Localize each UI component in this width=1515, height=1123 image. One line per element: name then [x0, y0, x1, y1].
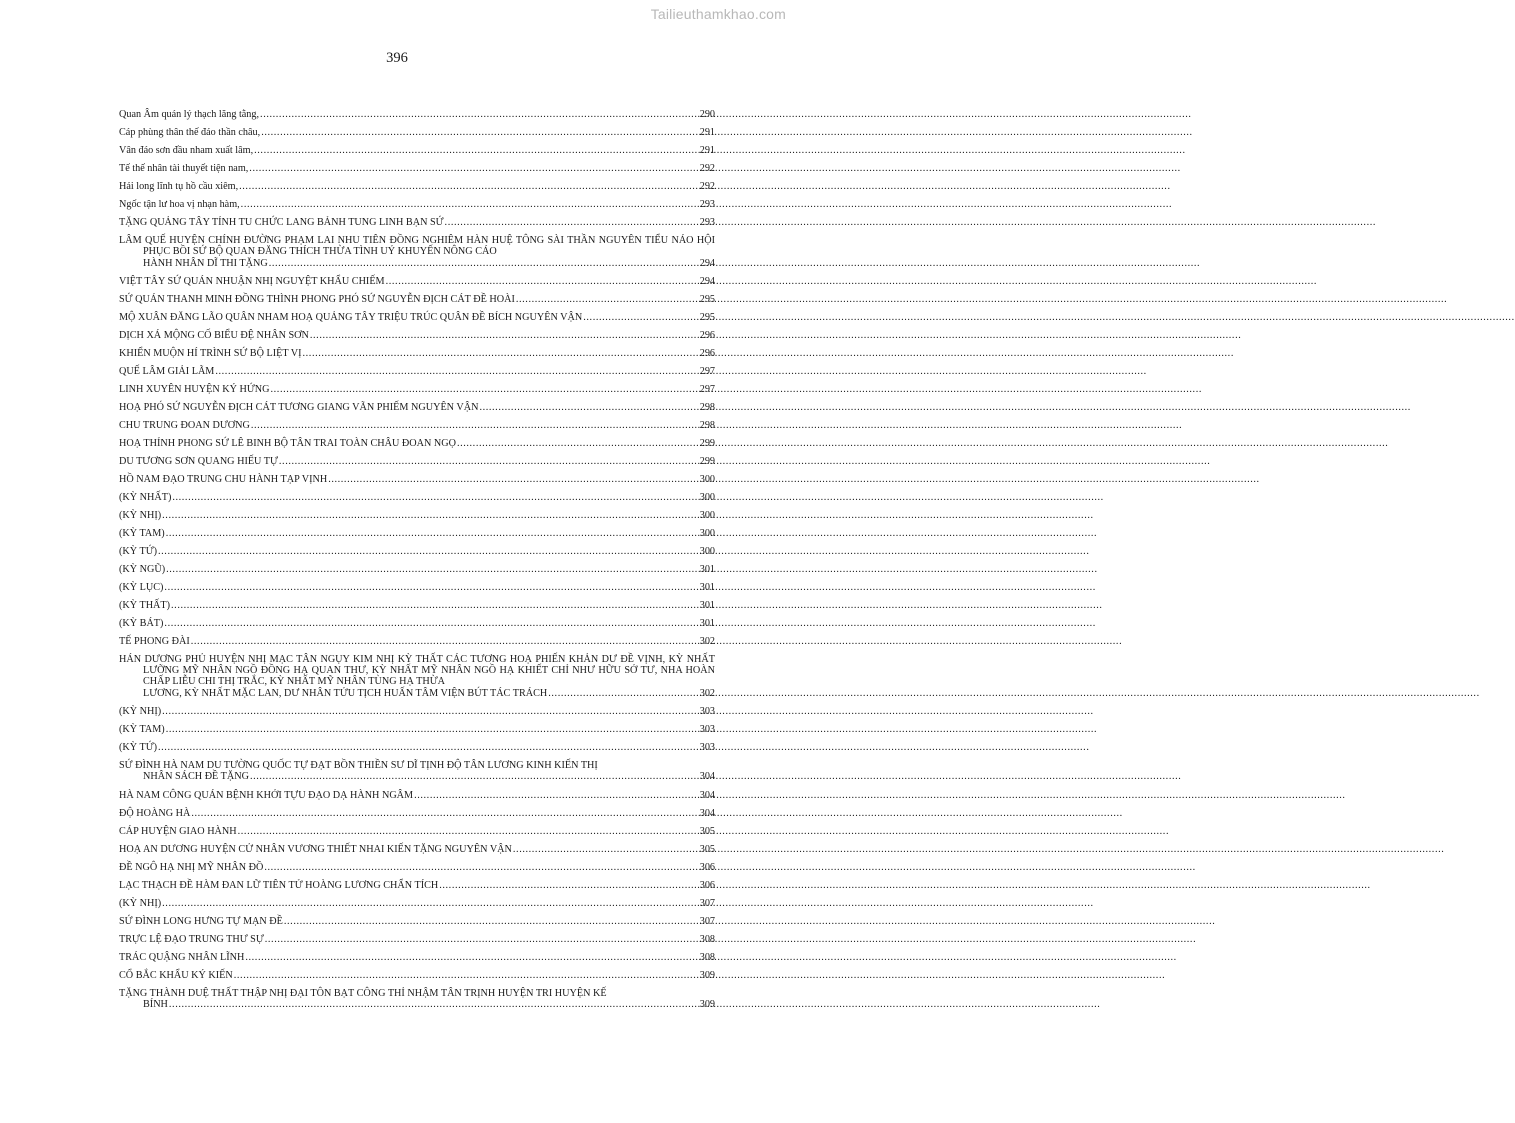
- dot-leader: [164, 579, 697, 597]
- toc-entry-page: 307: [699, 897, 715, 909]
- toc-entry: [119, 561, 715, 579]
- dot-leader: [215, 363, 697, 381]
- toc-entry-title: HOẠ AN DƯƠNG HUYỆN CỬ NHÂN VƯƠNG THIẾT NHAI KIẾN TẶNG NGUYÊN VẬN: [119, 843, 512, 855]
- toc-entry: [119, 399, 715, 417]
- toc-entry-title: Cáp phùng thân thế đáo thần châu,: [119, 127, 261, 138]
- toc-entry-page: 306: [699, 861, 715, 873]
- toc-entry: [119, 196, 715, 214]
- toc-entry-title: VIỆT TÂY SỨ QUÁN NHUẬN NHỊ NGUYỆT KHẨU CHIẾM: [119, 275, 385, 287]
- dot-leader: [386, 273, 698, 291]
- toc-entry-title-tail: LƯƠNG, KỲ NHẤT MẶC LAN, DƯ NHÂN TỬU TỊCH HUẤN TÂM VIỆN BÚT TÁC TRÁCH: [143, 687, 548, 699]
- toc-group: [119, 703, 715, 757]
- toc-entry-title-tail: NHÂN SÁCH ĐỀ TẶNG: [143, 771, 249, 783]
- toc-entry-title: (KỲ TỨ): [119, 545, 157, 557]
- toc-entry-page: 300: [699, 545, 715, 557]
- dot-leader: [254, 142, 698, 160]
- toc-entry-page: 306: [699, 879, 715, 891]
- dot-leader: [164, 615, 697, 633]
- toc-entry-page: 297: [699, 365, 715, 377]
- dot-leader: [328, 471, 698, 489]
- toc-entry: [119, 453, 715, 471]
- toc-entry-page: 294: [699, 275, 715, 287]
- dot-leader: [234, 967, 698, 985]
- toc-entry: [119, 106, 715, 124]
- toc-entry-page: 294: [699, 257, 715, 269]
- dot-leader: [191, 805, 697, 823]
- toc-entry-title: (KỲ BÁT): [119, 617, 164, 629]
- toc-entry-title: Tế thế nhân tài thuyết tiện nam,: [119, 163, 249, 174]
- toc-entry-title: TRỰC LỆ ĐẠO TRUNG THƯ SỰ: [119, 933, 264, 945]
- toc-entry-page: 300: [699, 527, 715, 539]
- toc-entry-page: 300: [699, 491, 715, 503]
- toc-entry: [119, 895, 715, 913]
- dot-leader: [310, 327, 698, 345]
- toc-entry-page: 302: [699, 687, 715, 699]
- toc-entry: [119, 178, 715, 196]
- toc-entry-page: 293: [699, 217, 715, 228]
- dot-leader: [513, 841, 698, 859]
- dot-leader: [265, 931, 698, 949]
- toc-entry-title: LINH XUYÊN HUYỆN KÝ HỨNG: [119, 383, 270, 395]
- toc-entry-title: Quan Âm quán lý thạch lăng tằng,: [119, 109, 260, 120]
- toc-entry-title: HỒ NAM ĐẠO TRUNG CHU HÀNH TẠP VỊNH: [119, 473, 328, 485]
- dot-leader: [172, 489, 697, 507]
- toc-entry-last-line: [119, 688, 715, 699]
- toc-entry: [119, 721, 715, 739]
- toc-entry-multiline: [119, 235, 715, 269]
- toc-entry-title: SỨ ĐÌNH HÀ NAM DU TƯỜNG QUỐC TỰ ĐẠT BỒN THIỀN SƯ DĨ TỊNH ĐỘ TÂN LƯƠNG KINH KIẾN THỊ: [119, 760, 598, 772]
- toc-entry-last-line: [119, 999, 715, 1010]
- dot-leader: [439, 877, 697, 895]
- toc-entry-title: (KỲ TAM): [119, 724, 165, 736]
- toc-entry-last-line: [119, 771, 715, 782]
- toc-entry-title: SỨ ĐÌNH LONG HƯNG TỰ MẠN ĐỀ: [119, 915, 283, 927]
- toc-entry-page: 301: [699, 617, 715, 629]
- toc-entry: [119, 124, 715, 142]
- toc-entry-title: LẠC THẠCH ĐỀ HÀM ĐAN LỮ TIÊN TỬ HOÀNG LƯƠNG CHẨN TÍCH: [119, 879, 439, 891]
- toc-entry: [119, 160, 715, 178]
- toc-entry: [119, 507, 715, 525]
- toc-entry-page: 299: [699, 455, 715, 467]
- toc-entry-title-tail: BÍNH: [143, 998, 168, 1010]
- toc-entry-title: DU TƯƠNG SƠN QUANG HIẾU TỰ: [119, 455, 278, 467]
- toc-entry-page: 297: [699, 383, 715, 395]
- toc-entry-last-line: [119, 258, 715, 269]
- dot-leader: [162, 507, 698, 525]
- toc-entry: [119, 913, 715, 931]
- toc-entry: [119, 703, 715, 721]
- toc-entry-page: 296: [699, 347, 715, 359]
- toc-entry: [119, 805, 715, 823]
- toc-entry-page: 295: [699, 293, 715, 305]
- toc-entry-title: TẶNG QUẢNG TÂY TỈNH TU CHỨC LANG BẢNH TUNG LINH BẠN SỨ: [119, 217, 444, 228]
- toc-entry: [119, 381, 715, 399]
- toc-entry-page: 296: [699, 329, 715, 341]
- dot-leader: [191, 633, 698, 651]
- toc-entry-title: CỔ BẮC KHẨU KÝ KIẾN: [119, 969, 233, 981]
- toc-entry: [119, 471, 715, 489]
- toc-entry-title: CHU TRUNG ĐOAN DƯƠNG: [119, 419, 250, 431]
- dot-leader: [241, 196, 698, 214]
- toc-entry: [119, 214, 715, 232]
- toc-entry: [119, 327, 715, 345]
- toc-entry-page: 309: [699, 969, 715, 981]
- toc-entry-page: 293: [699, 199, 715, 210]
- watermark: Tailieuthamkhao.com: [650, 6, 786, 22]
- dot-leader: [250, 771, 698, 782]
- toc-entry: [119, 417, 715, 435]
- dot-leader: [445, 214, 698, 232]
- dot-leader: [171, 597, 698, 615]
- toc-entry: [119, 787, 715, 805]
- dot-leader: [457, 435, 698, 453]
- toc-entry-title: HÁN DƯƠNG PHỦ HUYỆN NHỊ MẠC TÂN NGỤY KIM NHỊ KỲ THẤT CÁC TƯƠNG HOẠ PHIẾN KHẢN DƯ ĐỀ VỊNH, KỲ NHẤT LƯỠNG MỸ NHÂN NGỒ ĐỒNG HẠ QUAN THƯ, KỲ NHẤT MỸ NHÂN NGỒ HẠ KHIẾT CHỈ NHƯ HỮU SỞ TƯ, NHA HOÀN CHẤP LIỄU CHI THỊ TRẮC, KỲ NHẤT MỸ NHÂN TÙNG HẠ THỪA: [119, 653, 715, 688]
- toc-entry: [119, 142, 715, 160]
- dot-leader: [162, 703, 698, 721]
- toc-entry-page: 300: [699, 509, 715, 521]
- toc-entry-page: 298: [699, 419, 715, 431]
- toc-entry-title: HOẠ PHÓ SỨ NGUYỄN ĐỊCH CÁT TƯƠNG GIANG VÃN PHIẾM NGUYÊN VẬN: [119, 401, 479, 413]
- toc-entry-page: 305: [699, 825, 715, 837]
- dot-leader: [166, 561, 698, 579]
- toc-entry-page: 291: [699, 127, 715, 138]
- dot-leader: [284, 913, 698, 931]
- dot-leader: [158, 739, 698, 757]
- toc-entry-page: 301: [699, 563, 715, 575]
- toc-entry-page: 291: [699, 145, 715, 156]
- toc-entry-page: 304: [699, 771, 715, 783]
- toc-entry-title-tail: HÀNH NHÂN DĨ THI TẶNG: [143, 257, 268, 269]
- toc-entry-page: 308: [699, 951, 715, 963]
- toc-entry: [119, 597, 715, 615]
- page-number: 396: [386, 50, 408, 66]
- toc-entry-page: 292: [699, 181, 715, 192]
- toc-entry-title: CÁP HUYỆN GIAO HÀNH: [119, 825, 237, 837]
- dot-leader: [261, 124, 698, 142]
- toc-entry-multiline: [119, 988, 715, 1011]
- toc-entry: [119, 877, 715, 895]
- toc-entry-page: 308: [699, 933, 715, 945]
- toc-entry-page: 303: [699, 742, 715, 754]
- dot-leader: [238, 823, 698, 841]
- dot-leader: [166, 525, 698, 543]
- toc-entry-title: Vân đáo sơn đầu nham xuất lâm,: [119, 145, 254, 156]
- toc-entry-title: (KỲ TAM): [119, 527, 165, 539]
- toc-entry: [119, 633, 715, 651]
- toc-entry-title: HÀ NAM CÔNG QUÁN BỆNH KHỞI TỰU ĐẠO DẠ HÀNH NGÂM: [119, 789, 414, 801]
- dot-leader: [303, 345, 698, 363]
- dot-leader: [260, 106, 698, 124]
- toc-entry-title: (KỲ LỤC): [119, 581, 164, 593]
- dot-leader: [414, 787, 698, 805]
- dot-leader: [249, 160, 697, 178]
- toc-entry-title: TRÁC QUẬNG NHÂN LĨNH: [119, 951, 245, 963]
- toc-entry: [119, 435, 715, 453]
- toc-entry-page: 301: [699, 581, 715, 593]
- toc-entry-title: TẶNG THÀNH DUỆ THẤT THẬP NHỊ ĐẠI TÔN BẠT CÔNG THỈ NHẬM TÂN TRỊNH HUYỆN TRI HUYỆN KẾ: [119, 987, 607, 999]
- toc-entry-title: (KỲ NGŨ): [119, 563, 166, 575]
- toc-entry: [119, 309, 715, 327]
- toc-entry-title: SỨ QUÁN THANH MINH ĐỒNG THÌNH PHONG PHÓ SỨ NGUYỄN ĐỊCH CÁT ĐỀ HOÀI: [119, 293, 515, 305]
- toc-group: [119, 106, 715, 232]
- dot-leader: [158, 543, 698, 561]
- toc-entry-page: 300: [699, 473, 715, 485]
- toc-entry: [119, 273, 715, 291]
- toc-entry-title: TẾ PHONG ĐÀI: [119, 635, 190, 647]
- dot-leader: [271, 381, 698, 399]
- toc-entry-page: 301: [699, 599, 715, 611]
- toc-entry-title: (KỲ NHỊ): [119, 706, 162, 718]
- toc-entry-page: 303: [699, 724, 715, 736]
- toc-entry-page: 309: [699, 998, 715, 1010]
- dot-leader: [583, 309, 697, 327]
- dot-leader: [516, 291, 698, 309]
- dot-leader: [169, 999, 698, 1010]
- dot-leader: [239, 178, 698, 196]
- dot-leader: [548, 688, 697, 699]
- toc-entry-title: (KỲ NHỊ): [119, 509, 162, 521]
- toc-entry-page: 307: [699, 915, 715, 927]
- toc-entry-title: Ngốc tận lư hoa vị nhạn hàm,: [119, 199, 240, 210]
- toc-entry-multiline: [119, 654, 715, 699]
- toc-entry: [119, 489, 715, 507]
- toc-entry: [119, 525, 715, 543]
- toc-entry: [119, 363, 715, 381]
- toc-entry: [119, 931, 715, 949]
- toc-entry-title: (KỲ TỨ): [119, 742, 157, 754]
- toc-entry-title: (KỲ NHẤT): [119, 491, 172, 503]
- toc-entry-page: 298: [699, 401, 715, 413]
- toc-entry-title: HOẠ THỈNH PHONG SỨ LÊ BINH BỘ TÂN TRAI TOÀN CHÂU ĐOAN NGỌ: [119, 437, 456, 449]
- dot-leader: [162, 895, 698, 913]
- toc-entry-title: (KỲ THẤT): [119, 599, 171, 611]
- dot-leader: [245, 949, 697, 967]
- toc-entry: [119, 579, 715, 597]
- toc-entry: [119, 823, 715, 841]
- toc-entry: [119, 949, 715, 967]
- toc-entry-title: ĐỘ HOÀNG HÀ: [119, 807, 191, 819]
- dot-leader: [479, 399, 697, 417]
- toc-entry-page: 292: [699, 163, 715, 174]
- dot-leader: [269, 258, 698, 269]
- toc-entry-page: 299: [699, 437, 715, 449]
- toc-entry-title: QUẾ LÂM GIẢI LÃM: [119, 365, 215, 377]
- toc-entry-page: 295: [699, 311, 715, 323]
- toc-entry: [119, 543, 715, 561]
- dot-leader: [251, 417, 698, 435]
- toc-entry: [119, 345, 715, 363]
- toc-entry-title: KHIỂN MUỘN HÍ TRÌNH SỨ BỘ LIỆT VỊ: [119, 347, 302, 359]
- toc-entry-page: 303: [699, 706, 715, 718]
- toc-entry: [119, 291, 715, 309]
- toc-entry-title: DỊCH XÁ MỘNG CỐ BIỂU ĐỆ NHÂN SƠN: [119, 329, 309, 341]
- toc-entry: [119, 841, 715, 859]
- toc-entry: [119, 739, 715, 757]
- toc-entry-page: 302: [699, 635, 715, 647]
- toc-entry-title: MỘ XUÂN ĐĂNG LÃO QUÂN NHAM HOẠ QUẢNG TÂY TRIỆU TRÚC QUÂN ĐỀ BÍCH NGUYÊN VẬN: [119, 311, 583, 323]
- toc-entry-page: 290: [699, 109, 715, 120]
- dot-leader: [279, 453, 698, 471]
- toc-entry-title: Hải long lĩnh tụ hồ cầu xiêm,: [119, 181, 239, 192]
- dot-leader: [264, 859, 697, 877]
- toc-group: [119, 273, 715, 651]
- toc-entry: [119, 859, 715, 877]
- toc-entry: [119, 615, 715, 633]
- toc-entry-title: LÂM QUẾ HUYỆN CHÍNH ĐƯỜNG PHẠM LAI NHU TIÊN ĐỒNG NGHIÊM HÀN HUỆ TÔNG SÀI THẦN NGUYÊN TIỂU NÁO HỘI PHỤC BỒI SỨ BỘ QUAN ĐĂNG THÍCH THỪA TÌNH UỶ KHUYẾN NÔNG CÁO: [119, 235, 715, 258]
- toc-entry-multiline: [119, 760, 715, 783]
- toc-entry: [119, 967, 715, 985]
- dot-leader: [166, 721, 698, 739]
- toc-entry-title: (KỲ NHỊ): [119, 897, 162, 909]
- toc-entry-title: ĐỀ NGÔ HẠ NHỊ MỸ NHÂN ĐỒ: [119, 861, 264, 873]
- toc-entry-page: 304: [699, 807, 715, 819]
- table-of-contents: [119, 106, 715, 1014]
- toc-entry-page: 304: [699, 789, 715, 801]
- toc-entry-page: 305: [699, 843, 715, 855]
- toc-group: [119, 787, 715, 985]
